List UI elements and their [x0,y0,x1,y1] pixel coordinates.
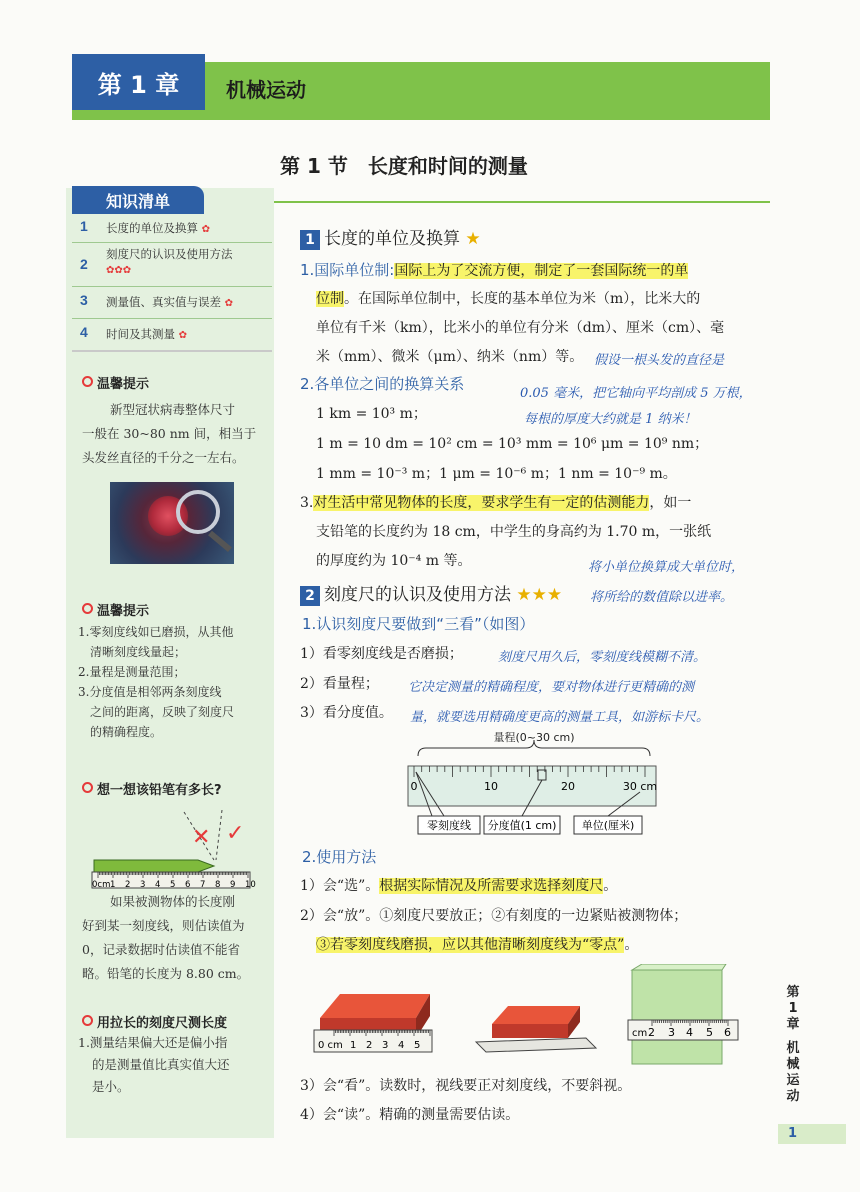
label-division: 分度值(1 cm) [487,819,557,832]
tip-heading-3: 想一想该铅笔有多长? [82,779,222,798]
block-ruler-1-label: 3 [382,1040,389,1051]
handwritten-note-3: 刻度尺用久后，零刻度线模糊不清。 [498,650,707,665]
block-ruler-1-label: 4 [398,1040,405,1051]
toc-item-1 [72,218,272,243]
wrong-icon: ✕ [192,825,211,850]
check-item-1: 1）看零刻度线是否磨损； [300,646,463,662]
ruler-figure [404,728,660,840]
tick-label-10: 10 [484,780,498,793]
bullet-icon [82,782,93,793]
chapter-title: 机械运动 [226,78,306,102]
sidebar-ruler-label: 0cm [92,880,111,890]
block-ruler-1-label: 0 cm [318,1040,343,1051]
book-top [632,964,726,970]
sidebar-ruler-label: 4 [155,880,161,890]
toc-num: 4 [80,324,88,340]
sidebar-ruler-label: 9 [230,880,236,890]
check-item-2: 2）看量程； [300,676,379,692]
subheading-2: 2.使用方法 [302,848,377,866]
block-ruler-3-label: 5 [706,1026,713,1039]
block-ruler-3-label: cm [632,1028,648,1039]
toc-label: 长度的单位及换算 [106,221,198,235]
side-chapter-nav: 第 1 章 机 械 运 动 [786,985,800,1104]
tip-heading-1: 温馨提示 [82,373,149,392]
check-icon: ✓ [226,821,245,846]
para-1-line-3: 单位有千米（km），比米小的单位有分米（dm）、厘米（cm）、毫 [316,320,725,336]
tick-label-30: 30 cm [622,780,658,793]
toc-label: 刻度尺的认识及使用方法 [106,247,233,261]
para-3-line-1: 3.对生活中常见物体的长度，要求学生有一定的估测能力，如一 [300,495,692,511]
usage-4: 4）会“读”。精确的测量需要估读。 [300,1107,520,1123]
toc-item-3 [72,292,272,319]
chapter-label: 第 1 章 [72,54,205,110]
star-icon: ✿ [224,298,234,309]
equation-2: 1 m = 10 dm = 10² cm = 10³ mm = 10⁶ μm = 10⁹ nm； [316,436,709,452]
handwritten-note-2a: 将小单位换算成大单位时， [588,560,745,575]
block-ruler-1-label: 1 [350,1040,357,1051]
para-1-line-4: 米（mm）、微米（μm）、纳米（nm）等。 [316,349,584,365]
tip-text-4: 1.测量结果偏大还是偏小指 的是测量值比真实值大还 是小。 [78,1035,230,1094]
book [632,970,722,1064]
heading-number: 2 [300,586,320,606]
sidebar-ruler-label: 5 [170,880,176,890]
divider [205,201,770,203]
subheading-1: 1.认识刻度尺要做到“三看”（如图） [302,615,535,633]
handwritten-note-4a: 它决定测量的精确程度，要对物体进行更精确的测 [408,680,695,695]
tip-text-1: 新型冠状病毒整体尺寸 一般在 30~80 nm 间，相当于 头发丝直径的千分之一左右。 [82,402,257,465]
virus-image [110,482,234,564]
section-title: 第 1 节 长度和时间的测量 [280,154,528,178]
sidebar-ruler-label: 10 [245,880,256,890]
sidebar-ruler-label: 3 [140,880,146,890]
heading-2: 2 刻度尺的认识及使用方法 ★★★ [300,580,562,606]
usage-1: 1）会“选”。根据实际情况及所需要求选择刻度尺。 [300,878,618,894]
tip-heading-2: 温馨提示 [82,600,149,619]
usage-3: 3）会“看”。读数时，视线要正对刻度线，不要斜视。 [300,1078,632,1094]
equation-1: 1 km = 10³ m； [316,406,427,422]
handwritten-note-1: 假设一根头发的直径是 [594,353,725,368]
bullet-icon [82,376,93,387]
knowledge-list-tab: 知识清单 [72,186,204,214]
check-item-3: 3）看分度值。 [300,705,393,721]
usage-2b: ③若零刻度线磨损，应以其他清晰刻度线为“零点”。 [316,937,639,953]
block-ruler-3-label: 6 [724,1026,731,1039]
block-ruler-2 [476,1038,596,1052]
toc-label: 时间及其测量 [106,327,175,341]
star-icon: ✿✿✿ [106,265,132,276]
block-ruler-1-label: 2 [366,1040,373,1051]
handwritten-note-2b: 将所给的数值除以进率。 [590,590,734,605]
toc-item-2 [72,244,272,287]
star-icon: ✿ [201,224,211,235]
range-label: 量程(0~30 cm) [493,731,575,744]
block-2-top [492,1006,580,1024]
toc-num: 1 [80,218,88,234]
sidebar-ruler-label: 6 [185,880,191,890]
toc-num: 3 [80,292,88,308]
block-2-front [492,1024,568,1038]
handwritten-note-1b: 0.05 毫米，把它轴向平均剖成 5 万根， [520,386,752,401]
toc-label: 测量值、真实值与误差 [106,295,221,309]
tip-text-2: 1.零刻度线如已磨损，从其他 清晰刻度线量起； 2.量程是测量范围； 3.分度值是相邻两条刻度线 之间的距离，反映了刻度尺 的精确程度。 [78,625,235,739]
main-ruler [408,766,656,806]
tick-label-0: 0 [410,780,418,793]
sidebar-ruler-label: 8 [215,880,221,890]
placement-figures [312,964,742,1068]
bullet-icon [82,1015,93,1026]
label-unit: 单位(厘米) [581,819,635,832]
handwritten-note-4b: 量，就要选用精确度更高的测量工具，如游标卡尺。 [410,710,710,725]
sidebar-ruler-label: 2 [125,880,131,890]
usage-2: 2）会“放”。①刻度尺要放正；②有刻度的一边紧贴被测物体； [300,908,688,924]
para-2-heading: 2.各单位之间的换算关系 [300,375,465,393]
block-ruler-3-label: 3 [668,1026,675,1039]
heading-1: 1 长度的单位及换算 ★ [300,224,481,250]
page-number-tab [778,1124,846,1144]
toc-num: 2 [80,256,88,272]
label-zero-line: 零刻度线 [427,819,471,832]
heading-number: 1 [300,230,320,250]
equation-3: 1 mm = 10⁻³ m；1 μm = 10⁻⁶ m；1 nm = 10⁻⁹ m。 [316,466,677,482]
tip-heading-4: 用拉长的刻度尺测长度 [82,1012,227,1031]
pencil-ruler-figure [88,800,258,892]
bullet-icon [82,603,93,614]
block-ruler-3-label: 4 [686,1026,693,1039]
para-3-line-3: 的厚度约为 10⁻⁴ m 等。 [316,553,472,569]
tip-text-3: 如果被测物体的长度刚 好到某一刻度线，则估读值为 0，记录数据时估读值不能省 略。铅笔的长度为 8.80 cm。 [82,894,250,981]
tick-label-20: 20 [561,780,575,793]
block-1-top [320,994,430,1018]
block-ruler-3-label: 2 [648,1026,655,1039]
page-number: 1 [788,1126,798,1141]
sight-line-right [216,810,222,860]
star-icon: ★ [465,229,481,249]
handwritten-note-1c: 每根的厚度大约就是 1 纳米！ [524,412,697,427]
toc-item-4 [72,324,272,352]
para-1-line-1: 1.国际单位制:国际上为了交流方便，制定了一套国际统一的单 [300,261,689,279]
sidebar-ruler-label: 1 [110,880,116,890]
pencil [94,860,214,872]
block-ruler-1-label: 5 [414,1040,421,1051]
para-1-line-2: 位制。在国际单位制中，长度的基本单位为米（m），比米大的 [316,291,701,307]
star-icon: ✿ [178,330,188,341]
sidebar-ruler-label: 7 [200,880,206,890]
star-icon: ★★★ [516,585,563,605]
para-3-line-2: 支铅笔的长度约为 18 cm，中学生的身高约为 1.70 m，一张纸 [316,524,712,540]
